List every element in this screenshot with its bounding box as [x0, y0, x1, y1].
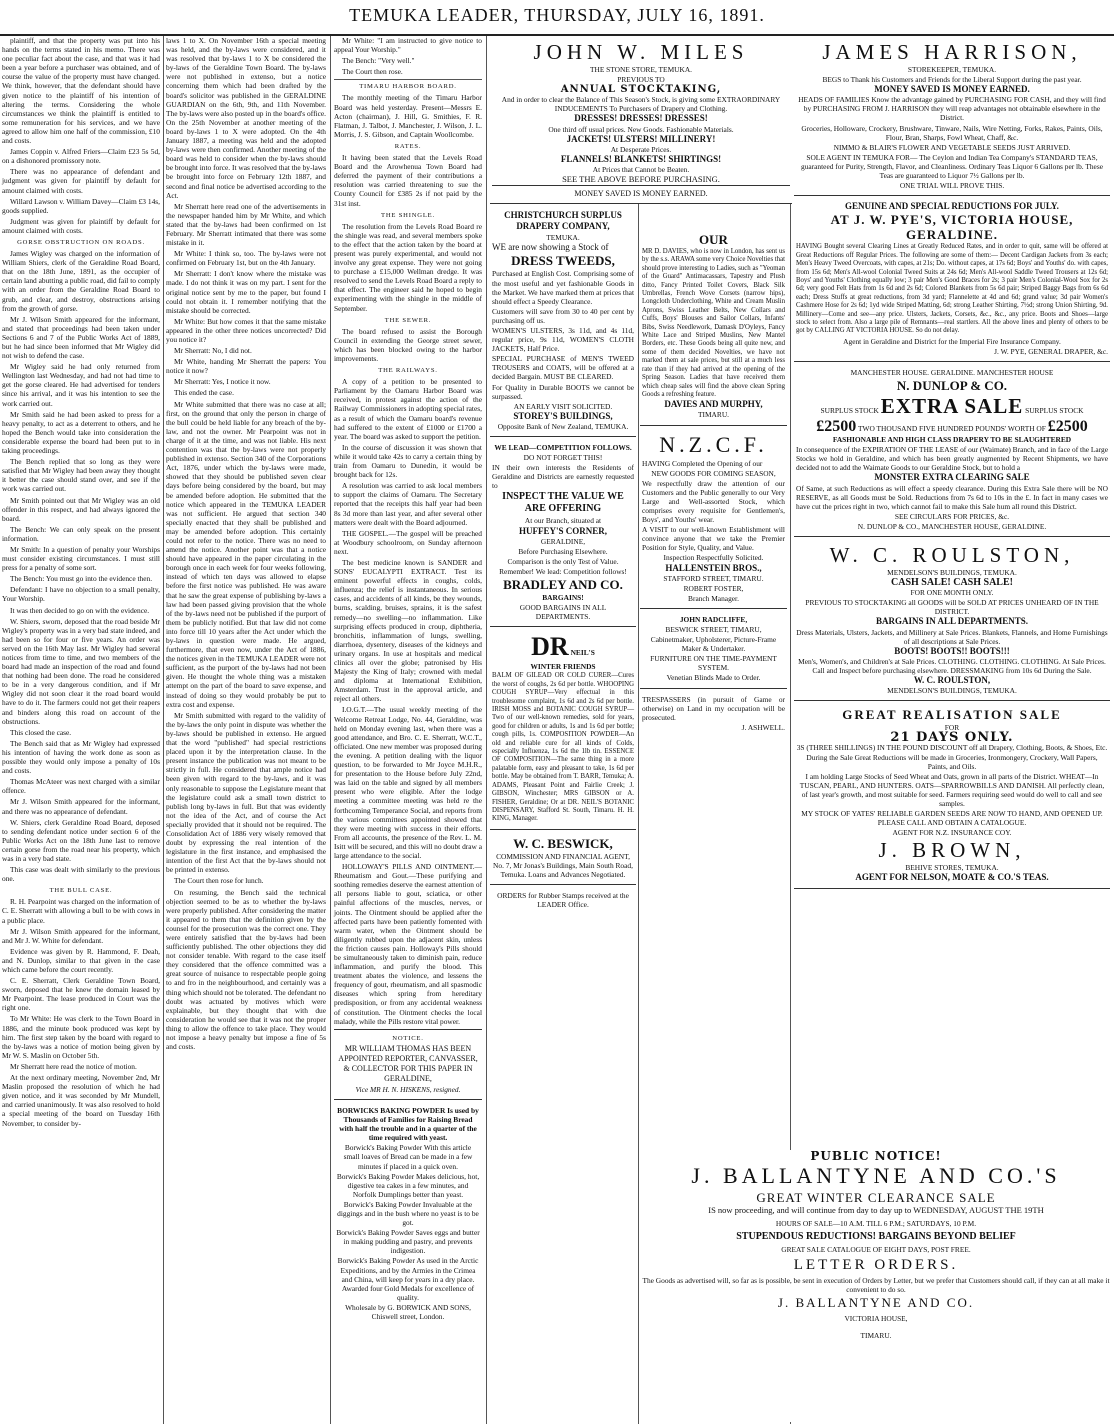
- dun-surplus: SURPLUS STOCK: [1025, 406, 1084, 416]
- gr-stores: BEHIVE STORES, TEMUKA.: [905, 863, 999, 873]
- wcr-boots: BOOTS! BOOTS!! BOOTS!!!: [894, 645, 1010, 656]
- pye-genuine: GENUINE AND SPECIAL REDUCTIONS FOR JULY.: [845, 201, 1059, 212]
- paragraph: laws 1 to X. On November 16th a special meeting was held, and the by-laws were considered, and it was resolved that by-laws 1 to X be considered the by-laws of the Geraldine Town Board. The by-laws were not published in extenso, but a notice concerning them which had been drafted by the board's solicitor was published in the GERALDINE GUARDIAN on the 6th, 9th, and 11th November. The by-laws were also posted up in the board's office. On the 25th November at another meeting of the board by-laws 1 to X were adopted. On the 4th January 1887, a meeting was held and the adopted by-laws were then confirmed. Another meeting of the board was held to consider when the by-laws should be brought into force. It was resolved that the by-laws be brought into force on February 12th 1887, and second and final notice be advertised according to the Act.: [166, 36, 326, 200]
- gr-for: FOR: [944, 723, 960, 733]
- neil-body: BALM OF GILEAD OR COLD CURER—Cures the worst of coughs, 2s 6d per bottle. WHOOPING COUGH SYRUP—Very effectual in this troublesome complaint, 1s 6d and 2s 6d per bottle. IRISH MOSS and BOTANIC COUGH SYRUP—Two of our well-known remedies, sold for years, good for children or adults, 1s and 1s 6d per bottle; cough pills, 1s. COMPOSITION POWDER—An old and reliable cure for all kinds of Colds, especially Influenza, 1s 6d the 1lb tin. ESSENCE OF COMPOSITION—The same thing in a more palatable form, easy and pleasant to take, 1s 6d per bottle. May be obtained from T. BARR, Temuka; A. ADAMS, Pleasant Point and Fairlie Creek; J. GIBSON, Winchester; MRS GIBSON or A. FISHER, Geraldine; Or at DR. NEIL'S BOTANIC DISPENSARY, Stafford St. South, Timaru. H. H. KING, Manager.: [492, 672, 634, 823]
- section-heading: THE SHINGLE.: [381, 211, 435, 219]
- pn-title: PUBLIC NOTICE!: [810, 1149, 942, 1163]
- dun-name: N. DUNLOP & CO.: [896, 378, 1008, 394]
- paragraph: In the course of discussion it was shown that while it would take 42s to carry a certain thing by train from Oamaru to Dunedin, it would be brought back for 12s.: [334, 442, 482, 480]
- miles-advert: [490, 36, 792, 204]
- miles-jackets2: At Desperate Prices.: [610, 144, 672, 154]
- borwick-text: BORWICKS BAKING POWDER Is used by Thousands of Families for Raising Bread with half the trouble and in a quarter of the time required with yeast.: [337, 1105, 479, 1143]
- bc-bargains: BARGAINS!: [542, 593, 584, 603]
- paragraph: The board refused to assist the Borough Council in extending the George street sewer, which has been blocked owing to the harbor improvements.: [334, 326, 482, 363]
- column-1: [2, 36, 160, 1424]
- paragraph: A resolution was carried to ask local members to support the claims of Oamaru. The Secretary reported that the receipts this half year had been 8s 3d more than last year, and after several other matters were dealt with the Board adjourned.: [334, 481, 482, 527]
- rad-name: JOHN RADCLIFFE,: [679, 614, 748, 624]
- gr-body: 3S (THREE SHILLINGS) IN THE POUND DISCOUNT off all Drapery, Clothing, Boots, & Shoes, Etc. During the Sale Great Reductions will be made in Groceries, Ironmongery, Crockery, Wall Papers, Paints, and Oils.: [796, 743, 1108, 771]
- miles-see: SEE THE ABOVE BEFORE PURCHASING.: [562, 174, 720, 185]
- jh-sub: STOREKEEPER, TEMUKA.: [907, 65, 997, 74]
- nzcf-body: HAVING Completed the Opening of our: [642, 458, 763, 468]
- bc-good: GOOD BARGAINS IN ALL DEPARTMENTS.: [519, 603, 607, 622]
- bc-forget: DO NOT FORGET THIS!: [523, 453, 603, 463]
- paragraph: Judgment was given for plaintiff by default for amount claimed with costs.: [2, 216, 160, 235]
- bc-name: BRADLEY AND CO.: [503, 577, 623, 593]
- neil-name: NEIL'S: [570, 648, 595, 658]
- borwick-text: Borwick's Baking Powder Invaluable at the diggings and in the bush where no yeast is to be got.: [337, 1199, 479, 1228]
- ball-cat: GREAT SALE CATALOGUE OF EIGHT DAYS, POST FREE.: [781, 1245, 971, 1255]
- rad-street: BESWICK STREET, TIMARU,: [665, 625, 762, 634]
- paragraph: Mr Sherratt: No, I did not.: [174, 346, 252, 356]
- paragraph: The Court then rose for lunch.: [174, 876, 264, 886]
- bes-body: COMMISSION AND FINANCIAL AGENT, No. 7, Mr Jonas's Buildings, Main South Road, Temuka. Loans and Advances Negotiated.: [493, 851, 633, 879]
- ball-stup: STUPENDOUS REDUCTIONS! BARGAINS BEYOND BELIEF: [736, 1231, 1016, 1243]
- dun-houses: MANCHESTER HOUSE. GERALDINE. MANCHESTER HOUSE: [850, 367, 1054, 377]
- bradley-advert: [490, 439, 636, 627]
- jh-body2: HEADS OF FAMILIES Know the advantage gained by PURCHASING FOR CASH, and they will find by PURCHASING FROM J. HARRISON they will reap advantages not obtainable elsewhere in the District.: [798, 95, 1106, 123]
- cs-body: Purchased at English Cost. Comprising some of the most useful and yet fashionable Goods in the Market. We have marked them at prices that should effect a Speedy Clearance.: [492, 269, 634, 306]
- nzcf-body: NEW GOODS FOR COMING SEASON,: [651, 468, 776, 478]
- paragraph: Mr Smith submitted with regard to the validity of the by-laws the only point in dispute was whether the by-laws should be published in extenso. He argued that the word "published" had special restrictions placed upon it by the interpretation clause. In the present instance the publication was not meant to be strictly in full. He considered that ample notice had been given with regard to the by-laws, and it was only reasonable to suppose the Legislature meant that the legislature could ask a small town district to publish long by-laws in full. But that was evidently not the idea of the Act, and of course the Act specially provided that it should not be required. The Consolidation Act of 1886 very wisely removed that doubt by expressing the real intention of the legislature in the first instance, and emphasised the intention of the first Act that the by-laws should not be printed in extenso.: [166, 710, 326, 875]
- paragraph: THE GOSPEL.—The gospel will be preached at Woodbury schoolroom, on Sunday afternoon next.: [334, 528, 482, 556]
- cs-body: WOMEN'S ULSTERS, 3s 11d, and 4s 11d, regular price, 9s 11d, WOMEN'S CLOTH JACKETS, Half Price.: [492, 325, 634, 354]
- cs-opp: Opposite Bank of New Zealand, TEMUKA.: [497, 421, 629, 431]
- column-rule: [486, 36, 487, 1424]
- column-2: [166, 36, 326, 1424]
- paragraph: Mr Wigley said he had only returned from Wellington last Wednesday, and had not had time to get the gorse cleared. He had advertised for tenders since his arrival, and it was his intention to see the work carried out.: [2, 362, 160, 408]
- nzcf-body: We respectfully draw the attention of our Customers and the Public generally to our Very Large and Well-assorted Stock, which comprises every requisite for Gentlemen's, Boys', and Youths' wear.: [642, 478, 785, 525]
- paragraph: Mr White: I think so, too. The by-laws were not confirmed on February 1st, but on the 4th January.: [166, 249, 326, 268]
- rad-trade: Cabinetmaker, Upholsterer, Picture-Frame Maker & Undertaker.: [650, 635, 777, 654]
- rubber-stamps-advert: [490, 887, 636, 914]
- bc-comp: Comparison is the only Test of Value.: [507, 556, 619, 566]
- paragraph: At the next ordinary meeting, November 2nd, Mr Maslin proposed the resolution of which he had given notice, and it was seconded by Mr Mundell, and carried unanimously. It was also resolved to hold a special meeting of the board on Tuesday 16th November, to consider by-: [2, 1073, 160, 1128]
- miles-body: And in order to clear the Balance of This Season's Stock, is giving some EXTRAORDINARY INDUCEMENTS To Purchasers of Drapery and Clothing.: [501, 95, 781, 114]
- ball-sign: J. BALLANTYNE AND CO.: [777, 1294, 975, 1310]
- paragraph: Mr J. Wilson Smith appeared for the informant, and Mr J. W. White for defendant.: [2, 926, 160, 945]
- jh-agent: SOLE AGENT IN TEMUKA FOR— The Ceylon and Indian Tea Company's STANDARD TEAS, guaranteed for Purity, Strength, Flavor, and Cleanliness. Ordinary Teas Liquor 6 Gallons per lb. These Teas are guaranteed to Liquor 7½ Gallons per lb.: [801, 152, 1103, 181]
- paragraph: James Coppin v. Alfred Friers—Claim £23 5s 5d, on a dishonored promissory note.: [2, 147, 160, 166]
- paragraph: R. H. Pearpoint was charged on the information of C. E. Sherratt with allowing a bull to be with cows in a public place.: [2, 897, 160, 925]
- paragraph: I.O.G.T.—The usual weekly meeting of the Welcome Retreat Lodge, No. 44, Geraldine, was held on Monday evening last, when there was a good attendance, and Bro. C. E. Sherratt, W.C.T., officiated. One new member was proposed during the evening. A petition dealing with the liquor question, to be forwarded to Mr Joyce M.H.R., for presentation to the House before July 22nd, was laid on the table and signed by all members present who were eligible. After the lodge meeting a committee meeting was held re the forthcoming Temperance Social, and reports from the various committees appointed showed that they were meeting with success in their efforts. From all accounts, the presence of the Rev. L. M. Isitt will be secured, and this will no doubt draw a large attendance to the social.: [334, 705, 482, 860]
- gr-days: 21 DAYS ONLY.: [890, 730, 1014, 746]
- section-heading: THE BULL CASE.: [49, 887, 113, 895]
- dun-extra-row: [796, 394, 1108, 418]
- nzcf-body: Inspection Respectfully Solicited.: [663, 553, 764, 563]
- davies-advert: [640, 228, 787, 426]
- wcr-name: W. C. ROULSTON,: [829, 543, 1075, 567]
- davies-body: MR D. DAVIES, who is now in London, has sent us by the s.s. ARAWA some very Choice Novelties that should prove interesting to Ladies, such as "Yeoman of the Guard" Antimacassars, Tapestry and Plush ditto, Fancy Printed Toilet Covers, Black Silk Umbrellas, French Wove Corsets (narrow hips), Longcloth Underclothing, White and Cream Muslin Aprons, Swiss Leather Belts, New Collars and Cuffs, Boys' Blouses and Sailor Collars, Infants' Bibs, Swiss Needlework, Damask D'Oyleys, Fancy White Lace and Striped Muslins, New Mantel Borders, etc. These Goods being all quite new, and some of them decided Novelties, we have not marked them at sale prices, but still at a much less rate than if they had arrived at the opening of the Spring Season. Ladies that have received them which cheap sales will find the above clean Spring Goods a refreshing feature.: [642, 248, 785, 398]
- cs-body: Customers will save from 30 to 40 per cent by purchasing off us.: [492, 306, 634, 325]
- paragraph: The Court then rose.: [342, 67, 403, 77]
- gr-nelson: AGENT FOR NELSON, MOATE & CO.'S TEAS.: [855, 872, 1049, 883]
- cs-storey: STOREY'S BUILDINGS,: [513, 410, 613, 421]
- paragraph: It was then decided to go on with the evidence.: [10, 605, 150, 615]
- paragraph: Mr Smith: In a question of penalty your Worships must consider existing circumstances. I must still press for a penalty of some sort.: [2, 544, 160, 573]
- paragraph: It having been stated that the Levels Road Board and the Arowhenua Town Board had deferred the payment of their contributions a resolution was carried threatening to sue the County Council for £385 2s if not paid by the 31st inst.: [334, 153, 482, 208]
- wcr-body3: Men's, Women's, and Children's at Sale Prices. CLOTHING. CLOTHING. CLOTHING. At Sale Prices. Call and Inspect before purchasing elsewhere. DRESSMAKING from 10s 6d During the Sale.: [798, 656, 1106, 675]
- paragraph: Mr Sherratt here read one of the advertisements in the newspaper handed him by Mr White, and which stated that the by-laws had been confirmed on 1st February. Mr Sherratt intimated that there was some mistake in it.: [166, 201, 326, 248]
- notice-advert: [334, 1029, 482, 1100]
- dun-money: £2500: [1047, 418, 1088, 436]
- dr-neil-advert: [490, 629, 636, 829]
- ball-hours: HOURS OF SALE—10 A.M. TILL 6 P.M.; SATURDAYS, 10 P.M.: [775, 1219, 977, 1229]
- cs-dress: DRESS TWEEDS,: [511, 253, 615, 269]
- dunlop-advert: [794, 364, 1110, 537]
- paragraph: C. E. Sherratt, Clerk Geraldine Town Board, sworn, deposed that he knew the domain leased by Mr Pearpoint. The lease produced in Court was the right one.: [2, 976, 160, 1013]
- nzcf-manager: ROBERT FOSTER,: [683, 583, 744, 593]
- paragraph: This ended the case.: [174, 388, 234, 398]
- nzcf-body: A VISIT to our well-known Establishment will convince anyone that we take the Premier Position for Style, Quality, and Value.: [642, 525, 785, 553]
- section-heading: GORSE OBSTRUCTION ON ROADS.: [17, 238, 145, 246]
- section-heading: RATES.: [394, 142, 422, 150]
- paragraph: To Mr White: He was clerk to the Town Board in 1886, and the minute book produced was kept by him. The first step taken by the board with regard to the by-laws was a notice of motion being given by Mr W. S. Maslin on October 5th.: [2, 1014, 160, 1060]
- paragraph: Mr J. Wilson Smith appeared for the informant, and there was no appearance of defendant.: [2, 797, 160, 816]
- nzcf-manager2: Branch Manager.: [688, 593, 739, 603]
- paragraph: Mr Smith said he had been asked to press for a heavy penalty, to act as a deterrent to others, and he hoped the Bench would take into consideration the considerable expense the board had been put to in taking proceedings.: [2, 409, 160, 456]
- section-heading: THE RAILWAYS.: [378, 367, 438, 375]
- paragraph: The Bench: We can only speak on the present information.: [2, 524, 160, 543]
- bes-orders: ORDERS for Rubber Stamps received at the LEADER Office.: [497, 891, 629, 910]
- bc-lead: WE LEAD—COMPETITION FOLLOWS.: [494, 443, 632, 452]
- paragraph: The Bench: "Very well.": [342, 56, 415, 66]
- paragraph: W. Shiers, sworn, deposed that the road beside Mr Wigley's property was in a very bad state indeed, and had been so for four or five years. An order was served on the 16th May last. Mr Wigley had several notices from time to time, and two members of the board had made an inspection of the road and found that nothing had been done. The road he considered to be in a very dangerous condition, and if Mr Wigley did not soon clear it the road board would have to do it. The farmers could not get their reapers and binders along this road on account of the obstructions.: [2, 616, 160, 726]
- paragraph: Willard Lawson v. William Davey—Claim £3 14s, goods supplied.: [2, 196, 160, 215]
- pye-agent: Agent in Geraldine and District for the Imperial Fire Insurance Company.: [843, 336, 1061, 346]
- bc-inspect: INSPECT THE VALUE WE ARE OFFERING: [502, 491, 624, 515]
- jh-nimmo: NIMMO & BLAIR'S FLOWER AND VEGETABLE SEEDS JUST ARRIVED.: [833, 142, 1071, 152]
- paragraph: plaintiff, and that the property was put into his hands on the terms stated in his memo. There was one peculiar fact about the case, and that was it had been a year before a purchaser was obtained, and of course the value of the property must have changed. We think, however, that the defendant should have given notice to the plaintiff of his intention of altering the terms. Considering the whole circumstances we think the plaintiff is entitled to some remuneration for his services, and we have agreed to allow him one half of the commission, £10 and costs.: [2, 36, 160, 146]
- bc-huffey: HUFFEY'S CORNER,: [518, 525, 607, 536]
- gr-yates: MY STOCK OF YATES' RELIABLE GARDEN SEEDS ARE NOW TO HAND, AND OPENED UP. PLEASE CALL AND OBTAIN A CATALOGUE.: [801, 809, 1103, 828]
- borwick-text: Borwick's Baking Powder As used in the Arctic Expeditions, and by the Armies in the Crimea and China, will keep for years in a dry place. Awarded four Gold Medals for excellence of quality.: [337, 1256, 479, 1302]
- wcr-sign2: MENDELSON'S BUILDINGS, TEMUKA.: [887, 686, 1017, 696]
- borwick-text: Borwick's Baking Powder Makes delicious, hot, digestive tea cakes in a few minutes, and Norfolk Dumplings better than yeast.: [336, 1171, 480, 1199]
- dun-money-row: [796, 419, 1108, 434]
- paragraph: HOLLOWAY'S PILLS AND OINTMENT.—Rheumatism and Gout.—These purifying and soothing remedies deserve the earnest attention of all persons liable to gout, sciatica, or other painful affections of the muscles, nerves, or joints. The Ointment should be applied after the affected parts have been patiently fomented with warm water, when the Ointment should be diligently rubbed upon the adjacent skin, unless the friction causes pain. Holloway's Pills should be simultaneously taken to diminish pain, reduce inflammation, and purify the blood. This treatment abates the violence, and lessens the frequency of gout, rheumatism, and all spasmodic diseases which spring from hereditary predisposition, or from any accidental weakness of constitution. The Ointment checks the local malady, while the Pills restore vital power.: [334, 862, 482, 1026]
- notice-heading: NOTICE.: [392, 1034, 424, 1042]
- paragraph: The Bench said that as Mr Wigley had expressed his intention of having the work done as soon as possible they would only impose a penalty of 10s and costs.: [2, 738, 160, 776]
- paragraph: Mr White: "I am instructed to give notice to appeal Your Worship.": [334, 36, 482, 55]
- notice-body: MR WILLIAM THOMAS HAS BEEN APPOINTED REPORTER, CANVASSER, & COLLECTOR FOR THIS PAPER IN GERALDINE,: [338, 1043, 478, 1083]
- notice-vice: Vice MR H. N. HISKENS, resigned.: [355, 1084, 461, 1094]
- harrison-advert: [794, 36, 1110, 196]
- section-heading: THE SEWER.: [384, 316, 432, 324]
- ball-body: IS now proceeding, and will continue from day to day up to WEDNESDAY, AUGUST THE 19TH: [708, 1205, 1044, 1216]
- wcr-sub: MENDELSON'S BUILDINGS, TEMUKA.: [887, 568, 1017, 577]
- paragraph: This case was dealt with similarly to the previous one.: [2, 865, 160, 884]
- miles-jackets: JACKETS! ULSTERS! MILLINERY!: [566, 133, 716, 144]
- bc-branch: At our Branch, situated at: [524, 516, 602, 526]
- paragraph: There was no appearance of defendant and judgment was given for plaintiff by default for amount claimed with costs.: [2, 167, 160, 195]
- miles-name: JOHN W. MILES: [533, 40, 749, 64]
- nzcf-street: STAFFORD STREET, TIMARU.: [663, 573, 764, 583]
- dun-body: In consequence of the EXPIRATION OF THE LEASE of our (Waimate) Branch, and in face of the Large Stocks we hold in Geraldine, and which has been greatly augmented by Recent Shipments, we have decided not to add the Waimate Goods to our Geraldine Stock, but to hold a: [796, 445, 1108, 473]
- jh-trial: ONE TRIAL WILL PROVE THIS.: [899, 181, 1005, 191]
- bc-geraldine: GERALDINE,: [540, 536, 586, 546]
- christchurch-surplus-advert: [490, 206, 636, 437]
- wcr-sign: W. C. ROULSTON,: [913, 675, 991, 686]
- dun-sign: N. DUNLOP & CO., MANCHESTER HOUSE, GERALDINE.: [857, 521, 1047, 531]
- bc-remember: Remember! We lead: Competition follows!: [499, 566, 627, 576]
- paragraph: Mr Smith pointed out that Mr Wigley was an old offender in this respect, and had always ignored the board.: [2, 495, 160, 523]
- borwick-text: Borwick's Baking Powder Saves eggs and butter in making pudding and pastry, and prevents indigestion.: [336, 1228, 480, 1256]
- paragraph: Mr White, handing Mr Sherratt the papers: You notice it now?: [166, 357, 326, 376]
- davies-town: TIMARU.: [698, 410, 729, 420]
- dun-two: TWO THOUSAND FIVE HUNDRED POUNDS' WORTH OF: [858, 424, 1046, 434]
- bes-name: W. C. BESWICK,: [513, 835, 613, 851]
- cs-visit: AN EARLY VISIT SOLICITED.: [513, 401, 613, 411]
- ballantyne-advert: [640, 1150, 1112, 1422]
- dun-money: £2500: [816, 418, 857, 436]
- ball-letter: LETTER ORDERS.: [793, 1256, 959, 1273]
- miles-annual: ANNUAL STOCKTAKING,: [560, 84, 722, 96]
- gr-agent: AGENT FOR N.Z. INSURANCE COY.: [892, 828, 1012, 838]
- cs-name: CHRISTCHURCH SURPLUS DRAPERY COMPANY,: [504, 210, 622, 232]
- radcliffe-advert: [640, 611, 787, 689]
- wcr-body2: Dress Materials, Ulsters, Jackets, and Millinery at Sale Prices. Blankets, Flannels, and Home Furnishings of all descriptions at Sale Prices.: [796, 627, 1108, 646]
- paragraph: Evidence was given by R. Hammond, F. Deah, and N. Dunlop, similar to that given in the case which came before the court recently.: [2, 946, 160, 974]
- ball-town: TIMARU.: [860, 1330, 892, 1340]
- brown-advert: [794, 703, 1110, 888]
- column-3: [334, 36, 482, 1424]
- wcr-body: PREVIOUS TO STOCKTAKING all GOODS will be SOLD AT PRICES UNHEARD OF IN THE DISTRICT.: [805, 598, 1099, 617]
- cs-body: WE are now showing a Stock of: [492, 242, 609, 253]
- jh-body: BEGS to Thank his Customers and Friends for the Liberal Support during the past year.: [822, 75, 1082, 85]
- paragraph: Mr White: But how comes it that the same mistake appeared in the other three notices uncorrected? Did you notice it?: [166, 316, 326, 344]
- miles-flannels: FLANNELS! BLANKETS! SHIRTINGS!: [560, 153, 722, 164]
- paragraph: The resolution from the Levels Road Board re the shingle was read, and several members spoke to the effect that the action taken by the board at present was purely experimental, and would not involve any great expense. They were not going to purchase a £15,000 Wellman dredge. It was resolved to send the Levels Road Board a reply to that effect. The engineer said he hoped to begin experimenting with the shingle in the middle of September.: [334, 221, 482, 313]
- trespass-advert: [640, 691, 787, 737]
- cs-body: For Quality in Durable BOOTS we cannot be surpassed.: [492, 382, 634, 401]
- wcr-bargains: BARGAINS IN ALL DEPARTMENTS.: [875, 616, 1029, 627]
- miles-prev: PREVIOUS TO: [617, 75, 665, 85]
- paragraph: The Bench: You must go into the evidence then.: [10, 574, 153, 584]
- miles-dresses: DRESSES! DRESSES! DRESSES!: [574, 113, 708, 124]
- dun-circ: SEE CIRCULARS FOR PRICES, &c.: [894, 511, 1010, 521]
- miles-sub: THE STONE STORE, TEMUKA.: [589, 65, 693, 74]
- column-rule: [638, 36, 639, 1424]
- davies-name: DAVIES AND MURPHY,: [664, 399, 763, 410]
- ball-sale: GREAT WINTER CLEARANCE SALE: [756, 1190, 996, 1206]
- miles-money: MONEY SAVED IS MONEY EARNED.: [492, 185, 790, 198]
- cs-town: TEMUKA.: [546, 233, 580, 243]
- borwick-advert: [334, 1102, 482, 1326]
- paragraph: Mr White submitted that there was no case at all; first, on the ground that only the person in charge of the bull could be held liable for any breach of the by-law, and not the owner. Mr Pearpoint was not in charge of it at the time, and was not liable. His next contention was that the by-laws were not properly published in extenso. Section 340 of the Corporations Act, 1876, under which the by-laws were made, showed that they should be published seven clear days before being considered by the board, but may be amended before adoption. He submitted that the notice which appeared in the TEMUKA LEADER was not sufficient. He argued that section 340 specially enacted that they shall be published and may be amended before adoption. This certainly could not refer to the notice. There was no need to amend the notice. Another point was that a notice should have appeared in the paper circulating in the borough once in each week for four weeks following, instead of which ten days was allowed to elapse before the first notice was published. He was aware that he saw the great expense of publishing by-laws a law had been passed giving provision that the whole of the by-laws need not be published if the purport of them be publicly notified. But that law did not come into force till 10 years after the Act under which the by-laws in question were made. He argued, furthermore, that even now, under the Act of 1886, the notices given in the TEMUKA LEADER were not sufficient, as the purport of the by-laws had not been given. He thought the whole thing was a mistaken attempt on the part of the board to save expense, and instead of doing so they would probably be put to extra cost and expense.: [166, 399, 326, 709]
- roulston-advert: [794, 539, 1110, 701]
- tres-body: TRESPASSERS (in pursuit of Game or otherwise) on Land in my occupation will be prosecuted.: [642, 694, 785, 722]
- pye-body: HAVING Bought several Clearing Lines at Greatly Reduced Rates, and in order to quit, same will be offered at Great Reductions off Regular Prices. The following are some of them:— Decent Cardigan Jackets from 3s each; Men's Heavy Tweed Overcoats, with capes, at 21s; Do. without capes, at 17s 6d; Boys' and Youths' do. with capes, from 15s 6d; Men's All-wool Colonial Tweed Suits at 24s 6d; Men's All-wool Saddle Tweed Trousers at 12s 6d; Boys' and Youths' Clothing equally low; 3 pair Men's Good Braces for 2s; 3 pair Men's Colonial-Wool Sox for 2s 6d; very good Felt Hats from 1s 6d and 2s 6d; Colored Blankets from 5s 6d pair; Striped Baggy Bags from 6s 6d each; Dress Stuffs at great reductions, from 3d yard; Flannelette at 4d and 6d; grand value; 3d pair Women's Cashmere Hose for 2s 6d; 1yd wide Striped Matting, 6d; strong Leather Shirting, 7½d; strong Union Shirting, 9d. Millinery—Come and see—any price. Ulsters, Jackets, Corsets, &c., &c., any price. Boots and Shoes—large stock to select from. Also a large pile of Remnants—real startlers. All the above lines and plenty of others to be got by CALLING AT VICTORIA HOUSE. So do not delay.: [796, 243, 1108, 335]
- wcr-cash: CASH SALE! CASH SALE!: [891, 577, 1013, 589]
- bc-body: IN their own interests the Residents of Geraldine and Districts are earnestly requested to: [492, 463, 634, 491]
- dun-fashion: FASHIONABLE AND HIGH CLASS DRAPERY TO BE SLAUGHTERED: [832, 435, 1072, 445]
- cs-body: SPECIAL PURCHASE of MEN'S TWEED TROUSERS and COATS, will be offered at a decided Bargain. MUST BE CLEARED.: [492, 354, 634, 382]
- paragraph: Mr J. Wilson Smith appeared for the informant, and stated that proceedings had been taken under Sections 6 and 7 of the Public Works Act of 1889, but he had since been informed that Mr Wigley did not wish to defend the case.: [2, 314, 160, 361]
- miles-flannels2: At Prices that Cannot be Beaten.: [592, 164, 690, 174]
- section-heading: TIMARU HARBOR BOARD.: [334, 79, 482, 91]
- bc-before: Before Purchasing Elsewhere.: [518, 546, 608, 556]
- dun-body2: Of Same, at such Reductions as will effect a speedy clearance. During this Extra Sale there will be NO RESERVE, as all Goods must be Sold. Reductions from 7s 6d to 10s in the £. In fact in many cases we have cut the prices right in two, which cannot fail to make this Sale hum all round this District.: [796, 483, 1108, 511]
- pye-sign: J. W. PYE, GENERAL DRAPER, &c.: [994, 346, 1108, 356]
- masthead: TEMUKA LEADER, THURSDAY, JULY 16, 1891.: [0, 0, 1114, 36]
- jh-name: JAMES HARRISON,: [822, 40, 1082, 64]
- jh-money: MONEY SAVED IS MONEY EARNED.: [874, 84, 1030, 95]
- column-rule: [330, 36, 331, 1424]
- miles-dresses2: One third off usual prices. New Goods. Fashionable Materials.: [548, 124, 734, 134]
- neil-dr: DR: [531, 632, 569, 662]
- gr-title: GREAT REALISATION SALE: [842, 707, 1062, 723]
- ball-vic: VICTORIA HOUSE,: [844, 1314, 908, 1324]
- paragraph: The monthly meeting of the Timaru Harbor Board was held yesterday. Present—Messrs E. Acton (chairman), J. Hill, G. Smithies, F. R. Flatman, J. Talbot, J. Manchester, J. Wilson, J. L. Morris, J. S. Gibson, and Captain Woollcombe.: [334, 93, 482, 139]
- dun-surplus: SURPLUS STOCK: [820, 406, 879, 416]
- paragraph: Defendant: I have no objection to a small penalty, Your Worship.: [2, 585, 160, 604]
- paragraph: The best medicine known is SANDER and SONS' EUCALYPTI EXTRACT. Test its eminent powerful effects in coughs, colds, influenza; the relief is instantaneous. In serious cases, and accidents of all kinds, be they wounds, burns, scalding, bruises, sprains, it is the safest remedy—no swelling—no inflammation. Like surprising effects produced in croup, diphtheria, bronchitis, inflammation of lungs, swelling, diarrhoea, dysentery, diseases of the kidneys and urinary organs. In use at hospitals and medical clinics all over the globe; patronised by His Majesty the King of Italy; crowned with medal and diploma at International Exhibition, Amsterdam. Trust in the approval article, and reject all others.: [334, 557, 482, 704]
- paragraph: Mr Sherratt: Yes, I notice it now.: [174, 377, 271, 387]
- column-rule: [163, 36, 164, 1424]
- neil-wf: WINTER FRIENDS: [530, 662, 596, 672]
- jh-body3: Groceries, Holloware, Crockery, Brushware, Tinware, Nails, Wire Netting, Forks, Rakes, Paints, Oils, Flour, Bran, Sharps, Fowl Wheat, Chaff, &c.: [801, 123, 1103, 142]
- borwick-text: Wholesale by G. BORWICK AND SONS, Chiswell street, London.: [345, 1302, 471, 1321]
- nzcf-advert: [640, 428, 787, 609]
- paragraph: Mr Sherratt: I don't know where the mistake was made. I do not think it was on my part. I sent for the original notice sent by me to the paper, but found I could not obtain it. I remember notifying that the mistake should be corrected.: [166, 269, 326, 315]
- paragraph: On resuming, the Bench said the technical objection seemed to be as to whether the by-laws were properly published. After considering the matter it appeared to them that the definition given by the counsel for the prosecution was the correct one. They were entirely satisfied that the by-laws had been sufficiently published. The other objections they did not consider tenable. With regard to the case itself they considered that the offence committed was a great source of nuisance to respectable people going to and fro in the neighbourhood, and certainly was a thing which should not be tolerated. The defendant no doubt was actuated by motives which were explainable, but they thought that with due consideration he would see that it was not the proper thing to allow the offence to take place. They would not impose a heavy penalty but impose a fine of 5s and costs.: [166, 887, 326, 1052]
- dun-extra: EXTRA SALE: [880, 394, 1024, 419]
- pye-name: AT J. W. PYE'S, VICTORIA HOUSE, GERALDINE.: [830, 212, 1074, 243]
- paragraph: Mr Sherratt here read the notice of motion.: [10, 1061, 137, 1071]
- tres-name: J. ASHWELL.: [741, 722, 785, 732]
- borwick-text: Borwick's Baking Powder With this article small loaves of Bread can be made in a few minutes if placed in a quick oven.: [343, 1143, 473, 1171]
- rad-blinds: Venetian Blinds Made to Order.: [666, 673, 761, 683]
- our-heading: OUR: [699, 232, 728, 247]
- nzcf-title: N.Z.C.F.: [659, 431, 768, 457]
- wcr-month: FOR ONE MONTH ONLY.: [910, 588, 994, 598]
- dun-monster: MONSTER EXTRA CLEARING SALE: [874, 472, 1030, 483]
- paragraph: A copy of a petition to be presented to Parliament by the Oamaru Harbor Board was received, in protest against the action of the Railway Commissioners in adopting special rates, as a result of which the Oamaru board's revenue had suffered to the extent of £1000 or £1700 a year. The board was asked to support the petition.: [334, 377, 482, 441]
- paragraph: The Bench replied that so long as they were satisfied that Mr Wigley had been away they thought it better the case should stand over, and see if the work was carried out.: [2, 457, 160, 494]
- gr-name: J. BROWN,: [878, 838, 1026, 863]
- paragraph: Thomas McAteer was next charged with a similar offence.: [2, 777, 160, 796]
- paragraph: James Wigley was charged on the information of William Shiers, clerk of the Geraldine Road Board, that on the 18th June, 1891, as the occupier of certain land abutting a public road, did fail to comply with an order from the Geraldine Road Board to grub, and clear, and destroy, obstructions arising from the growth of gorse.: [2, 249, 160, 313]
- ball-body2: The Goods as advertised will, so far as is possible, be sent in execution of Orders by Letter, but we prefer that Customers should call, if they can at all make it convenient to do so.: [642, 1275, 1110, 1294]
- paragraph: This closed the case.: [10, 727, 72, 737]
- beswick-advert: [490, 832, 636, 885]
- gr-body2: I am holding Large Stocks of Seed Wheat and Oats, grown in all parts of the District. WHEAT—In TUSCAN, PEARL, AND HUNTERS. OATS—SPARROWBILLS AND DANISH. All perfectly clean, of last year's growth, and most suitable for seed. Farmers requiring seed would do well to call and see samples.: [799, 771, 1105, 808]
- pye-advert: [794, 198, 1110, 362]
- rad-furniture: FURNITURE ON THE TIME-PAYMENT SYSTEM.: [650, 654, 777, 673]
- paragraph: W. Shiers, clerk Geraldine Road Board, deposed to sending defendant notice under section 6 of the Public Works Act on the 18th June last to remove certain gorse from the road near his property, which was in a very bad state.: [2, 817, 160, 863]
- neil-header: [492, 633, 634, 661]
- nzcf-name: HALLENSTEIN BROS.,: [665, 562, 762, 573]
- ball-name: J. BALLANTYNE AND CO.'S: [691, 1163, 1061, 1189]
